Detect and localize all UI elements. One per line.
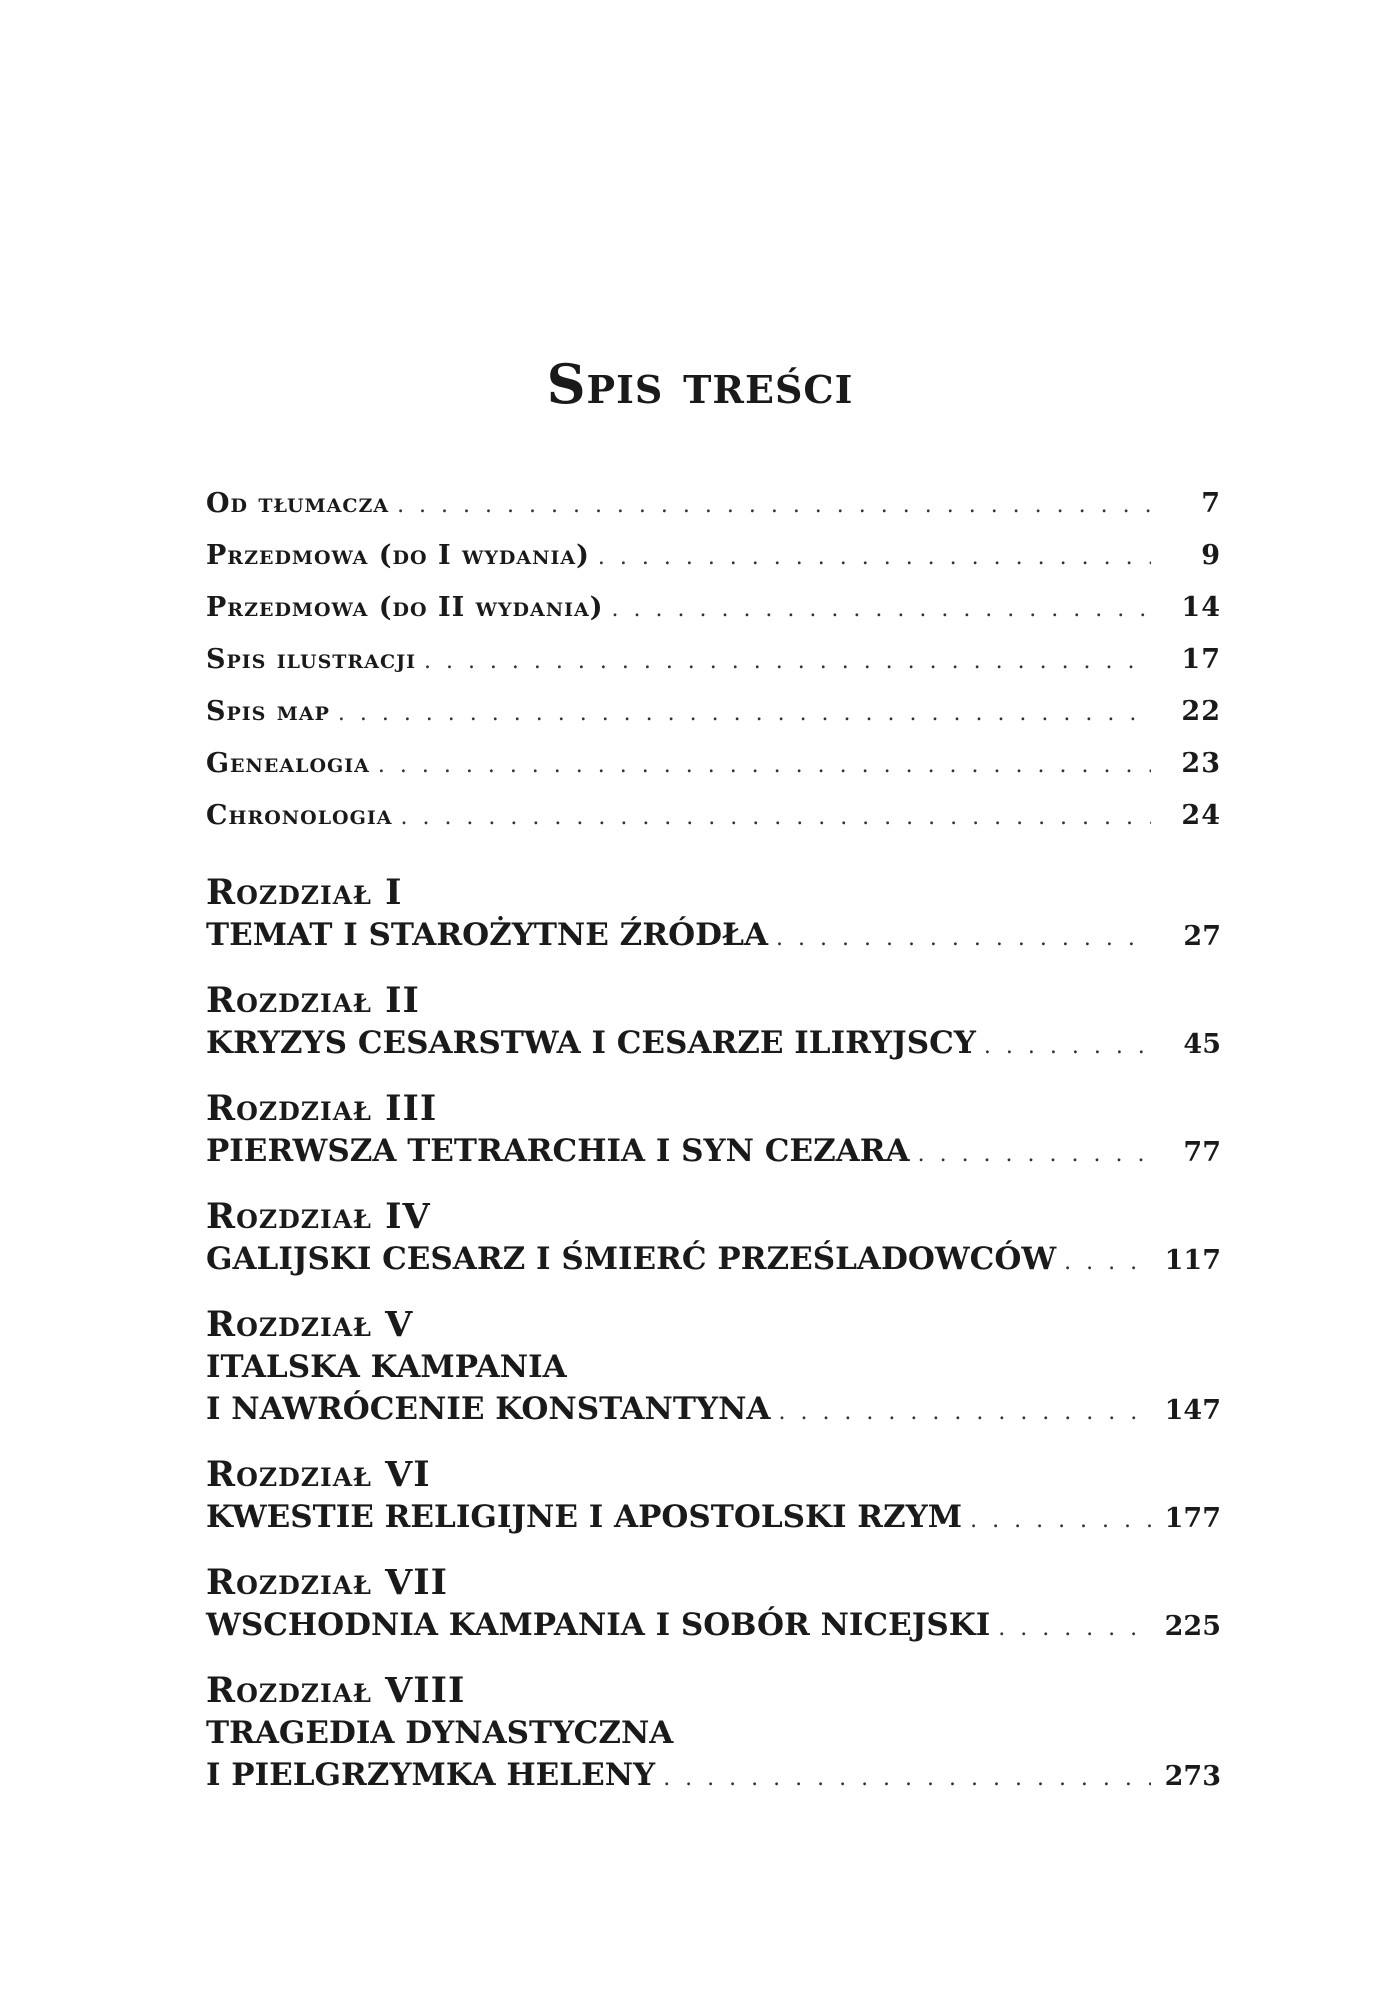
toc-entry-label: Od tłumacza <box>206 488 390 519</box>
toc-page-number: 23 <box>1181 748 1221 779</box>
dot-leader <box>984 1026 1151 1068</box>
chapter-number: Rozdział VI <box>206 1454 431 1495</box>
toc-entry[interactable] <box>206 696 1221 748</box>
dot-leader <box>400 805 1151 830</box>
dot-leader <box>1064 1242 1151 1284</box>
dot-leader <box>338 701 1151 726</box>
toc-entry[interactable] <box>206 644 1221 696</box>
dot-leader <box>998 1608 1151 1650</box>
chapter-entry[interactable] <box>206 980 1221 1068</box>
toc-page-number: 225 <box>1164 1611 1221 1642</box>
toc-page-number: 273 <box>1164 1761 1221 1792</box>
front-matter-list <box>206 488 1221 852</box>
toc-entry-label: Spis map <box>206 696 330 727</box>
toc-entry-label: Przedmowa (do I wydania) <box>206 540 590 571</box>
toc-page-number: 7 <box>1201 488 1221 519</box>
toc-entry[interactable] <box>206 800 1221 852</box>
toc-page-number: 27 <box>1183 921 1221 952</box>
toc-entry-label: Spis ilustracji <box>206 644 416 675</box>
chapter-number: Rozdział III <box>206 1088 438 1129</box>
chapter-entry[interactable] <box>206 1196 1221 1284</box>
toc-page-number: 45 <box>1183 1029 1221 1060</box>
toc-entry-label: Genealogia <box>206 748 370 779</box>
toc-page-number: 24 <box>1181 800 1221 831</box>
dot-leader <box>663 1758 1151 1800</box>
chapter-title: I PIELGRZYMKA HELENY <box>206 1757 656 1793</box>
toc-page-number: 14 <box>1181 592 1221 623</box>
dot-leader <box>598 545 1151 570</box>
dot-leader <box>970 1500 1151 1542</box>
dot-leader <box>397 493 1151 518</box>
toc-entry[interactable] <box>206 540 1221 592</box>
dot-leader <box>424 649 1151 674</box>
toc-entry[interactable] <box>206 592 1221 644</box>
toc-page-number: 17 <box>1181 644 1221 675</box>
chapter-number: Rozdział VII <box>206 1562 448 1603</box>
dot-leader <box>776 918 1151 960</box>
dot-leader <box>378 753 1151 778</box>
chapter-entry[interactable] <box>206 1304 1221 1434</box>
toc-page-number: 177 <box>1164 1503 1221 1534</box>
toc-entry[interactable] <box>206 488 1221 540</box>
toc-page-number: 77 <box>1183 1137 1221 1168</box>
chapter-entry[interactable] <box>206 872 1221 960</box>
toc-entry-label: Przedmowa (do II wydania) <box>206 592 604 623</box>
table-of-contents <box>206 488 1221 1820</box>
chapter-title: KRYZYS CESARSTWA I CESARZE ILIRYJSCY <box>206 1025 976 1061</box>
toc-entry[interactable] <box>206 748 1221 800</box>
chapter-list <box>206 872 1221 1800</box>
chapter-title: GALIJSKI CESARZ I ŚMIERĆ PRZEŚLADOWCÓW <box>206 1241 1057 1277</box>
page-title: Spis treści <box>546 352 854 416</box>
chapter-title: KWESTIE RELIGIJNE I APOSTOLSKI RZYM <box>206 1499 963 1535</box>
toc-entry-label: Chronologia <box>206 800 393 831</box>
chapter-entry[interactable] <box>206 1454 1221 1542</box>
toc-page-number: 117 <box>1164 1245 1221 1276</box>
dot-leader <box>778 1392 1151 1434</box>
chapter-number: Rozdział V <box>206 1304 414 1345</box>
dot-leader <box>612 597 1151 622</box>
chapter-number: Rozdział I <box>206 872 403 913</box>
toc-page-number: 9 <box>1201 540 1221 571</box>
chapter-entry[interactable] <box>206 1562 1221 1650</box>
toc-page-number: 147 <box>1164 1395 1221 1426</box>
chapter-title: PIERWSZA TETRARCHIA I SYN CEZARA <box>206 1133 910 1169</box>
chapter-number: Rozdział IV <box>206 1196 431 1237</box>
chapter-title-line: ITALSKA KAMPANIA <box>206 1349 567 1385</box>
chapter-number: Rozdział II <box>206 980 420 1021</box>
chapter-entry[interactable] <box>206 1088 1221 1176</box>
chapter-number: Rozdział VIII <box>206 1670 466 1711</box>
chapter-title: I NAWRÓCENIE KONSTANTYNA <box>206 1391 771 1427</box>
chapter-title: WSCHODNIA KAMPANIA I SOBÓR NICEJSKI <box>206 1607 991 1643</box>
chapter-title-line: TRAGEDIA DYNASTYCZNA <box>206 1715 674 1751</box>
dot-leader <box>918 1134 1151 1176</box>
chapter-entry[interactable] <box>206 1670 1221 1800</box>
chapter-title: TEMAT I STAROŻYTNE ŹRÓDŁA <box>206 917 769 953</box>
toc-page-number: 22 <box>1181 696 1221 727</box>
